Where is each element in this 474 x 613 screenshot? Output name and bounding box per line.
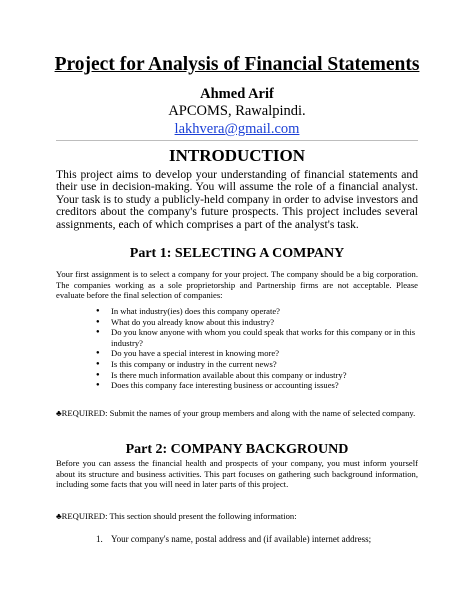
part2-body: Before you can assess the financial health and prospects of your company, you must inform yourself about its structure and business activities. This part focuses on gathering such background information, including some facts that you will need in later parts of this project.: [56, 458, 418, 490]
list-item: ● Do you know anyone with whom you could speak that works for this company or in this industry?: [96, 327, 421, 348]
part2-required-text: REQUIRED: This section should present the following information:: [61, 511, 297, 521]
list-item: ● Does this company face interesting business or accounting issues?: [96, 380, 421, 391]
part2-numbered-list: [96, 534, 371, 545]
introduction-body: This project aims to develop your understanding of financial statements and their use in decision-making. You will assume the role of a financial analyst. Your task is to study a publicly-held company in order to advise investors and creditors about the company's future prospects. This project includes several assignments, each of which comprises a part of the analyst's task.: [56, 168, 418, 231]
list-item: [96, 534, 371, 545]
list-item: ● Do you have a special interest in knowing more?: [96, 348, 421, 359]
part1-question-list: [96, 306, 421, 391]
header-divider: [56, 140, 418, 141]
list-item-text: Your company's name, postal address and (if available) internet address;: [111, 534, 372, 544]
document-title: Project for Analysis of Financial Statements: [54, 54, 420, 75]
list-item: ● Is there much information available about this company or industry?: [96, 370, 421, 381]
club-icon: ♣: [56, 408, 62, 418]
author-email-link[interactable]: lakhvera@gmail.com: [174, 121, 300, 137]
part1-required-text: REQUIRED: Submit the names of your group members and along with the name of selected company.: [61, 408, 416, 418]
list-item: ● In what industry(ies) does this company operate?: [96, 306, 421, 317]
part2-required-note: [56, 511, 418, 522]
author-name: Ahmed Arif: [200, 86, 274, 102]
introduction-heading: INTRODUCTION: [168, 146, 306, 165]
part1-required-note: [56, 408, 418, 419]
part1-heading: Part 1: SELECTING A COMPANY: [129, 246, 345, 261]
part1-body: Your first assignment is to select a company for your project. The company should be a big corporation. The companies working as a sole proprietorship and Partnership firms are not acceptable. Please evaluate before the final selection of companies:: [56, 269, 418, 301]
part2-heading: Part 2: COMPANY BACKGROUND: [125, 442, 349, 457]
list-item-number: 1.: [96, 534, 103, 544]
list-item: ● What do you already know about this industry?: [96, 317, 421, 328]
author-organization: APCOMS, Rawalpindi.: [168, 103, 306, 119]
club-icon: ♣: [56, 511, 62, 521]
list-item: ● Is this company or industry in the current news?: [96, 359, 421, 370]
author-block: [0, 86, 474, 138]
